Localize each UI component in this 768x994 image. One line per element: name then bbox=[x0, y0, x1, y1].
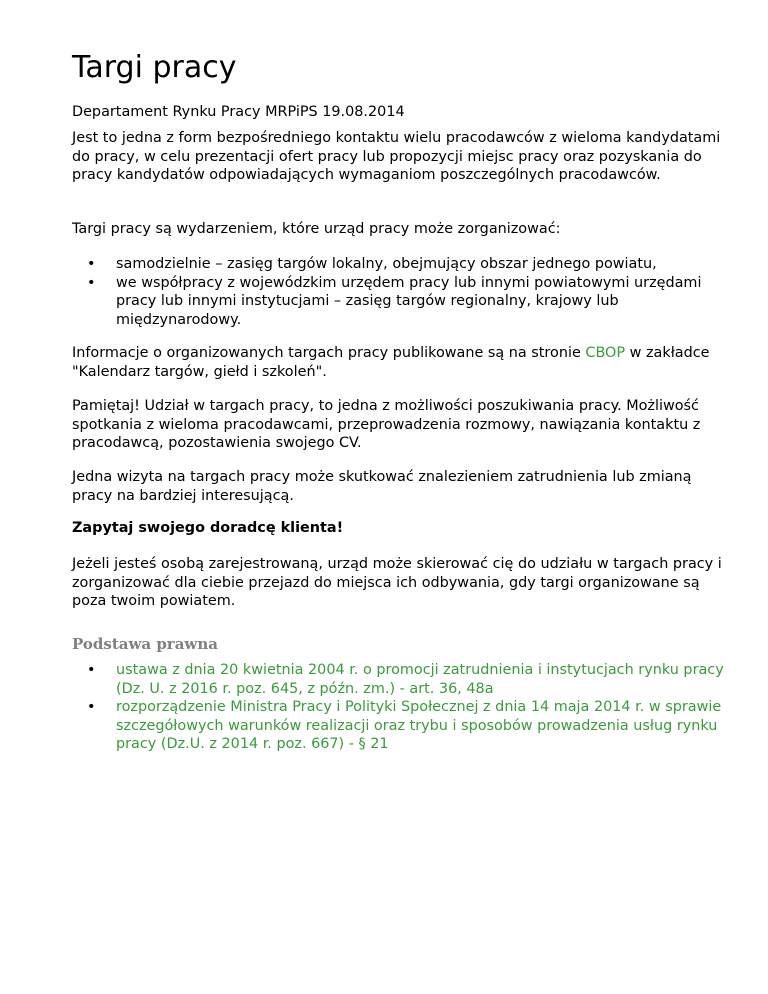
paragraph-text: w zakładce "Kalendarz targów, giełd i szkoleń". bbox=[72, 345, 710, 380]
paragraph-intro-list: Targi pracy są wydarzeniem, które urząd pracy może zorganizować: bbox=[72, 221, 561, 237]
paragraph-cbop-info bbox=[72, 344, 734, 381]
paragraph-ask-advisor: Zapytaj swojego doradcę klienta! bbox=[72, 520, 344, 536]
list-item-text: we współpracy z wojewódzkim urzędem pracy lub innymi powiatowymi urzędami pracy lub innymi instytucjami – zasięg targów regionalny, krajowy lub międzynarodowy. bbox=[116, 274, 702, 328]
bullet-icon: • bbox=[87, 662, 96, 678]
organization-options-list bbox=[72, 255, 734, 329]
paragraph-text: Informacje o organizowanych targach pracy publikowane są na stronie bbox=[72, 345, 586, 361]
list-item bbox=[72, 698, 734, 754]
legal-link-regulation[interactable]: rozporządzenie Ministra Pracy i Polityki Społecznej z dnia 14 maja 2014 r. w sprawie szczegółowych warunków realizacji oraz trybu i sposobów prowadzenia usług rynku pracy (Dz.U. z 2014 r. poz. 667) - § 21 bbox=[116, 699, 722, 752]
page-title: Targi pracy bbox=[72, 50, 237, 85]
list-item bbox=[72, 274, 734, 330]
paragraph-visit: Jedna wizyta na targach pracy może skutkować znalezieniem zatrudnienia lub zmianą pracy na bardziej interesującą. bbox=[72, 469, 692, 504]
bullet-icon: • bbox=[87, 274, 96, 291]
paragraph-definition: Jest to jedna z form bezpośredniego kontaktu wielu pracodawców z wieloma kandydatami do pracy, w celu prezentacji ofert pracy lub propozycji miejsc pracy oraz pozyskania do pracy kandydatów odpowiadających wymaganiom poszczególnych pracodawców. bbox=[72, 130, 721, 183]
list-item-text: samodzielnie – zasięg targów lokalny, obejmujący obszar jednego powiatu, bbox=[116, 256, 657, 272]
list-item bbox=[72, 255, 734, 274]
bullet-icon: • bbox=[87, 256, 96, 272]
paragraph-remember: Pamiętaj! Udział w targach pracy, to jedna z możliwości poszukiwania pracy. Możliwość spotkania z wieloma pracodawcami, przeprowadzenia rozmowy, nawiązania kontaktu z pracodawcą, pozostawienia swojego CV. bbox=[72, 398, 701, 451]
bullet-icon: • bbox=[87, 699, 96, 715]
list-item bbox=[72, 661, 734, 698]
document-meta: Departament Rynku Pracy MRPiPS 19.08.2014 bbox=[72, 104, 405, 120]
legal-basis-list bbox=[72, 661, 734, 754]
legal-link-act[interactable]: ustawa z dnia 20 kwietnia 2004 r. o promocji zatrudnienia i instytucjach rynku pracy (Dz. U. z 2016 r. poz. 645, z późn. zm.) - art. 36, 48a bbox=[116, 662, 724, 697]
legal-basis-heading: Podstawa prawna bbox=[72, 635, 218, 653]
paragraph-registered: Jeżeli jesteś osobą zarejestrowaną, urząd może skierować cię do udziału w targach pracy i zorganizować dla ciebie przejazd do miejsca ich odbywania, gdy targi organizowane są poza twoim powiatem. bbox=[72, 556, 722, 609]
cbop-link[interactable]: CBOP bbox=[585, 345, 626, 361]
